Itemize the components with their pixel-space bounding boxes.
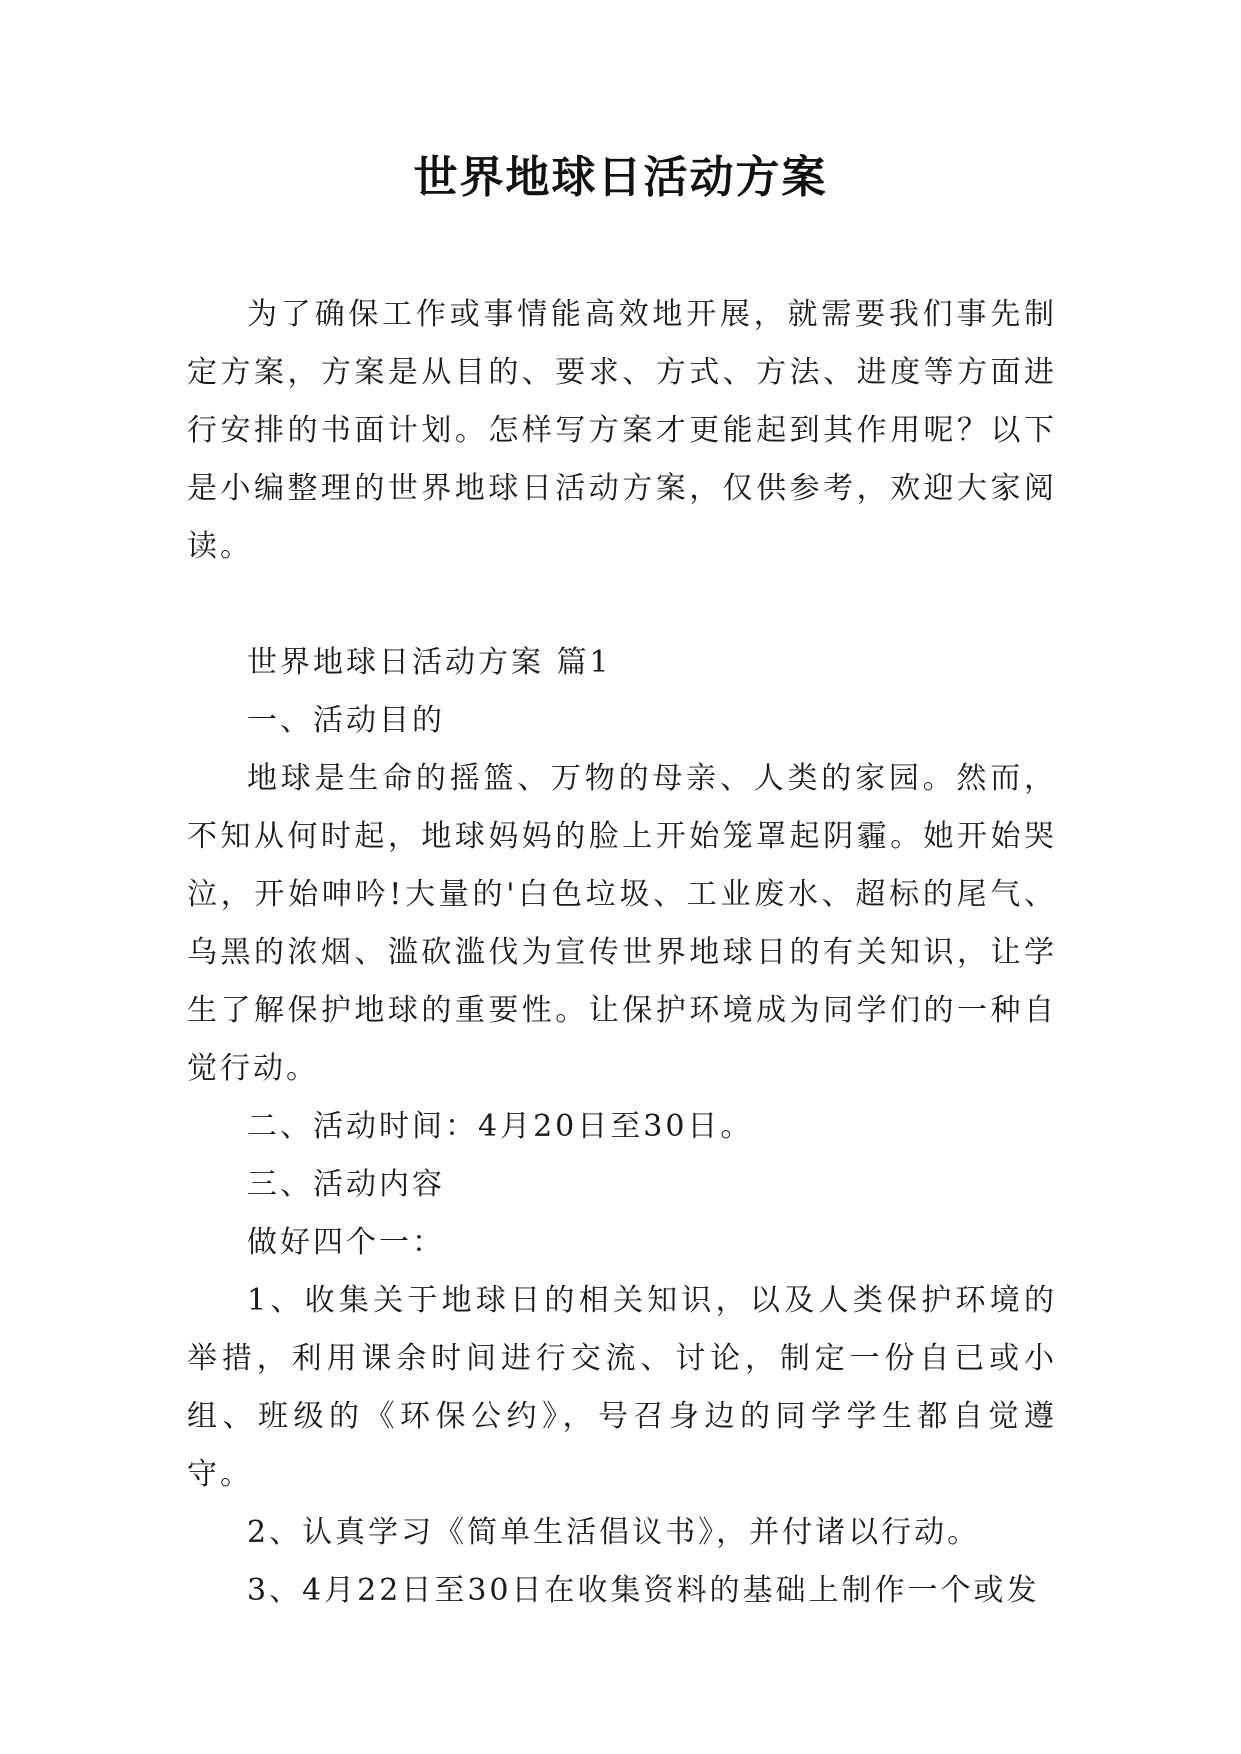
subheading-purpose: 一、活动目的 [247, 703, 445, 738]
paragraph-four-ones: 做好四个一： [247, 1225, 445, 1260]
list-item-3: 3、4月22日至30日在收集资料的基础上制作一个或发 [247, 1573, 1040, 1608]
list-item-1: 1、收集关于地球日的相关知识，以及人类保护环境的举措，利用课余时间进行交流、讨论，制定一份自已或小组、班级的《环保公约》，号召身边的同学学生都自觉遵守。 [187, 1283, 1057, 1492]
section-heading: 世界地球日活动方案 篇1 [247, 645, 612, 680]
document-title: 世界地球日活动方案 [413, 152, 828, 203]
list-item-2: 2、认真学习《简单生活倡议书》，并付诸以行动。 [247, 1515, 981, 1550]
paragraph-time: 二、活动时间：4月20日至30日。 [247, 1109, 754, 1144]
document-body [187, 286, 1057, 1620]
intro-paragraph: 为了确保工作或事情能高效地开展，就需要我们事先制定方案，方案是从目的、要求、方式、方法、进度等方面进行安排的书面计划。怎样写方案才更能起到其作用呢？以下是小编整理的世界地球日活动方案，仅供参考，欢迎大家阅读。 [187, 297, 1057, 564]
paragraph-purpose: 地球是生命的摇篮、万物的母亲、人类的家园。然而，不知从何时起，地球妈妈的脸上开始笼罩起阴霾。她开始哭泣，开始呻吟!大量的'白色垃圾、工业废水、超标的尾气、乌黑的浓烟、滥砍滥伐为宣传世界地球日的有关知识，让学生了解保护地球的重要性。让保护环境成为同学们的一种自觉行动。 [187, 761, 1057, 1086]
subheading-content: 三、活动内容 [247, 1167, 445, 1202]
